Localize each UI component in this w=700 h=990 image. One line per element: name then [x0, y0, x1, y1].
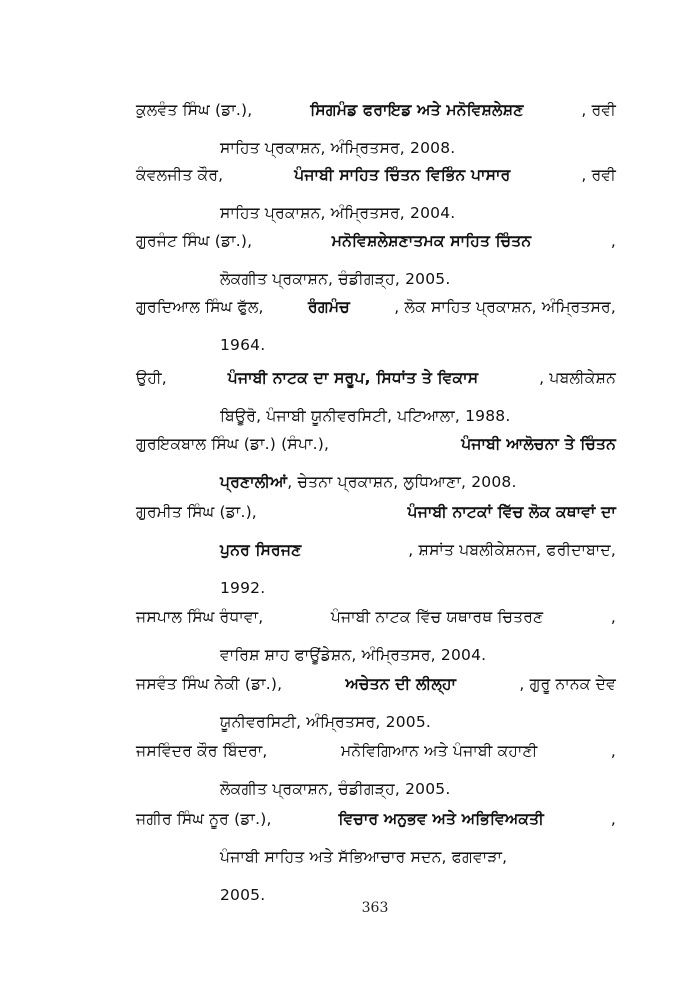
bibliography-entry: [136, 288, 616, 364]
bibliography-entry: [136, 425, 616, 501]
publisher-text: ,: [610, 742, 616, 760]
book-title: ਪੰਜਾਬੀ ਨਾਟਕ ਦਾ ਸਰੂਪ, ਸਿਧਾਂਤ ਤੇ ਵਿਕਾਸ: [227, 369, 479, 387]
book-title: ਪੰਜਾਬੀ ਨਾਟਕਾਂ ਵਿੱਚ ਲੋਕ ਕਥਾਵਾਂ ਦਾ: [407, 503, 616, 521]
book-title: ਪੰਜਾਬੀ ਆਲੋਚਨਾ ਤੇ ਚਿੰਤਨ: [461, 435, 616, 453]
bibliography-entry: [136, 156, 616, 232]
book-title: ਅਚੇਤਨ ਦੀ ਲੀਲ੍ਹਾ: [345, 675, 457, 693]
bibliography-entry: [136, 493, 616, 607]
publisher-text: , ਰਵੀ: [581, 101, 616, 119]
bibliography-entry: [136, 598, 616, 674]
publisher-text: ਬਿਊਰੋ, ਪੰਜਾਬੀ ਯੂਨੀਵਰਸਿਟੀ, ਪਟਿਆਲਾ, 1988.: [220, 407, 511, 425]
publisher-text: ,: [610, 608, 616, 626]
bibliography-entry: [136, 732, 616, 808]
year: 1992.: [220, 579, 266, 597]
author: ਜਗੀਰ ਸਿੰਘ ਨੂਰ (ਡਾ.),: [136, 810, 272, 828]
publisher-text: ਲੋਕਗੀਤ ਪ੍ਰਕਾਸ਼ਨ, ਚੰਡੀਗੜ੍ਹ, 2005.: [220, 780, 451, 798]
author: ਕੰਵਲਜੀਤ ਕੌਰ,: [136, 166, 224, 184]
publisher-text: , ਚੇਤਨਾ ਪ੍ਰਕਾਸ਼ਨ, ਲੁਧਿਆਣਾ, 2008.: [287, 473, 517, 491]
entry-line: [136, 222, 616, 260]
book-title: ਰੰਗਮੰਚ: [308, 298, 350, 316]
entry-line: [136, 425, 616, 463]
book-title: ਸਿਗਮੰਡ ਫਰਾਇਡ ਅਤੇ ਮਨੋਵਿਸ਼ਲੇਸ਼ਣ: [310, 101, 524, 119]
publisher-text: ਪੰਜਾਬੀ ਸਾਹਿਤ ਅਤੇ ਸੱਭਿਆਚਾਰ ਸਦਨ, ਫਗਵਾੜਾ,: [220, 848, 508, 866]
author: ਗੁਰਮੀਤ ਸਿੰਘ (ਡਾ.),: [136, 503, 257, 521]
publisher-text: , ਲੋਕ ਸਾਹਿਤ ਪ੍ਰਕਾਸ਼ਨ, ਅੰਮ੍ਰਿਤਸਰ,: [394, 298, 616, 316]
book-title: ਪ੍ਰਣਾਲੀਆਂ: [220, 473, 288, 491]
author: ਉਹੀ,: [136, 369, 167, 387]
author: ਗੁਰਜੰਟ ਸਿੰਘ (ਡਾ.),: [136, 232, 253, 250]
publisher-text: ਸਾਹਿਤ ਪ੍ਰਕਾਸ਼ਨ, ਅੰਮ੍ਰਿਤਸਰ, 2008.: [220, 139, 456, 157]
book-title: ਵਿਚਾਰ ਅਨੁਭਵ ਅਤੇ ਅਭਿਵਿਅਕਤੀ: [338, 810, 544, 828]
author: ਗੁਰਦਿਆਲ ਸਿੰਘ ਫੁੱਲ,: [136, 298, 264, 316]
bibliography-entry: [136, 800, 616, 914]
book-title: ਮਨੋਵਿਗਿਆਨ ਅਤੇ ਪੰਜਾਬੀ ਕਹਾਣੀ: [340, 742, 538, 760]
entry-line: [136, 359, 616, 397]
book-title: ਪੰਜਾਬੀ ਨਾਟਕ ਵਿੱਚ ਯਥਾਰਥ ਚਿਤਰਣ: [330, 608, 544, 626]
entry-line: [136, 91, 616, 129]
entry-continuation: [136, 838, 616, 876]
publisher-text: ,: [610, 232, 616, 250]
page-number: 363: [361, 900, 389, 916]
author: ਜਸਵੰਤ ਸਿੰਘ ਨੇਕੀ (ਡਾ.),: [136, 675, 283, 693]
bibliography-entry: [136, 222, 616, 298]
year: 1964.: [220, 336, 266, 354]
publisher-text: ,: [610, 810, 616, 828]
publisher-text: , ਗੁਰੂ ਨਾਨਕ ਦੇਵ: [519, 675, 616, 693]
author: ਕੁਲਵੰਤ ਸਿੰਘ (ਡਾ.),: [136, 101, 253, 119]
author: ਜਸਪਾਲ ਸਿੰਘ ਰੰਧਾਵਾ,: [136, 608, 264, 626]
book-title: ਮਨੋਵਿਸ਼ਲੇਸ਼ਣਾਤਮਕ ਸਾਹਿਤ ਚਿੰਤਨ: [331, 232, 532, 250]
entry-line: [136, 288, 616, 326]
author: ਜਸਵਿੰਦਰ ਕੌਰ ਬਿੰਦਰਾ,: [136, 742, 268, 760]
entry-line: [136, 156, 616, 194]
publisher-text: ਵਾਰਿਸ਼ ਸ਼ਾਹ ਫਾਊਂਡੇਸ਼ਨ, ਅੰਮ੍ਰਿਤਸਰ, 2004.: [220, 646, 487, 664]
year: 2005.: [220, 886, 266, 904]
entry-continuation: [136, 531, 616, 569]
book-title: ਪੰਜਾਬੀ ਸਾਹਿਤ ਚਿੰਤਨ ਵਿਭਿੰਨ ਪਾਸਾਰ: [294, 166, 511, 184]
entry-line: [136, 665, 616, 703]
entry-line: [136, 598, 616, 636]
publisher-text: , ਰਵੀ: [581, 166, 616, 184]
publisher-text: ਲੋਕਗੀਤ ਪ੍ਰਕਾਸ਼ਨ, ਚੰਡੀਗੜ੍ਹ, 2005.: [220, 270, 451, 288]
entry-line: [136, 800, 616, 838]
publisher-text: ਯੂਨੀਵਰਸਿਟੀ, ਅੰਮ੍ਰਿਤਸਰ, 2005.: [220, 713, 432, 731]
entry-line: [136, 732, 616, 770]
book-title: ਪੁਨਰ ਸਿਰਜਣ: [220, 541, 302, 559]
author: ਗੁਰਇਕਬਾਲ ਸਿੰਘ (ਡਾ.) (ਸੰਪਾ.),: [136, 435, 330, 453]
publisher-text: ਸਾਹਿਤ ਪ੍ਰਕਾਸ਼ਨ, ਅੰਮ੍ਰਿਤਸਰ, 2004.: [220, 204, 456, 222]
publisher-text: , ਪਬਲੀਕੇਸ਼ਨ: [539, 369, 616, 387]
entry-line: [136, 493, 616, 531]
publisher-text: , ਸ਼ਸਾਂਤ ਪਬਲੀਕੇਸ਼ਨਜ, ਫਰੀਦਾਬਾਦ,: [408, 541, 616, 559]
bibliography-entry: [136, 359, 616, 435]
bibliography-entry: [136, 665, 616, 741]
